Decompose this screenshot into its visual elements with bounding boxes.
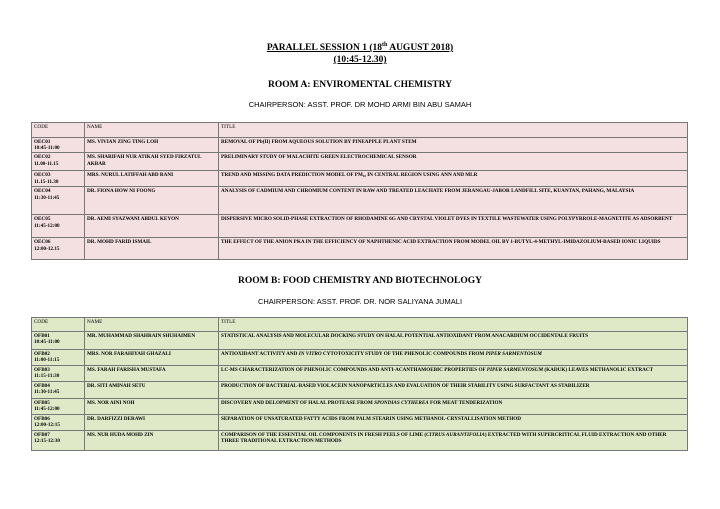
paper-code: OFB01: [34, 333, 50, 339]
code-cell: [32, 187, 85, 215]
presenter-name: MR. MUHAMMAD SHAHRAIN SHUHAIMEN: [85, 332, 219, 350]
table-header-row: [32, 123, 688, 138]
presenter-name: MRS. NOR FARAHIYAH GHAZALI: [85, 350, 219, 366]
paper-title: DISPERSIVE MICRO SOLID-PHASE EXTRACTION OF RHODAMINE 6G AND CRYSTAL VIOLET DYES IN TEXTILE WASTEWATER USING POLYPYRROLE-MAGNETITE AS ADSORBENT: [219, 215, 688, 238]
column-header: NAME: [85, 318, 219, 332]
paper-time: 11:30-11:45: [34, 194, 60, 201]
paper-code: OEC03: [34, 172, 51, 179]
column-header: TITLE: [219, 123, 688, 138]
presenter-name: MRS. NURUL LATIFFAH ABD RANI: [85, 171, 219, 187]
room-b-table: [31, 317, 688, 451]
paper-time: 11:30-11:45: [34, 389, 60, 396]
paper-time: 11.00-11.15: [34, 160, 59, 167]
paper-title: [219, 366, 688, 382]
session-time: (10:45-12.30): [333, 55, 387, 65]
title-part: CITRUS AURANTIFOLIA: [426, 432, 485, 438]
presenter-name: DR. AEMI SYAZWANI ABDUL KEYON: [85, 215, 219, 238]
presenter-name: MS. FARAH FARISHA MUSTAFA: [85, 366, 219, 382]
title-part: FOR MEAT TENDERIZATION: [428, 400, 503, 406]
presenter-name: DR. SITI AMINAH SETU: [85, 382, 219, 399]
paper-code: OFB04: [34, 383, 50, 389]
paper-time: 11.15-11.30: [34, 178, 59, 185]
session-title-prefix: PARALLEL SESSION 1 (18: [266, 43, 383, 53]
paper-title: [219, 431, 688, 451]
paper-time: 10:45-11:00: [34, 145, 60, 152]
table-row: [32, 366, 688, 382]
paper-code: OEC01: [34, 139, 51, 145]
paper-time: 11:45-12:00: [34, 406, 60, 413]
title-part: CYTOTOXICITY STUDY OF THE PHENOLIC COMPOUNDS FROM: [321, 351, 486, 357]
table-row: [32, 415, 688, 431]
table-header-row: [32, 318, 688, 332]
room-a-table: [31, 122, 688, 260]
paper-title: PRODUCTION OF BACTERIAL-BASED VIOLACEIN NANOPARTICLES AND EVALUATION OF THEIR STABILITY USING SURFACTANT AS STABILIZER: [219, 382, 688, 399]
code-cell: [32, 138, 85, 153]
paper-time: 12:00-12.15: [34, 245, 60, 252]
session-title: [0, 43, 720, 54]
paper-time: 11:15-11:30: [34, 373, 60, 380]
paper-title: [219, 350, 688, 366]
room-a-chairperson: CHAIRPERSON: ASST. PROF. DR MOHD ARMI BIN ABU SAMAH: [248, 100, 472, 109]
paper-code: OFB06: [34, 416, 50, 422]
paper-code: OFB05: [34, 400, 50, 406]
paper-code: OEC06: [34, 239, 51, 246]
table-row: [32, 399, 688, 415]
paper-time: 12:00-12:15: [34, 422, 60, 429]
table-row: [32, 350, 688, 366]
presenter-name: DR. DARFIZZI DERAWI: [85, 415, 219, 431]
paper-title: [219, 399, 688, 415]
paper-title: TREND AND MISSING DATA PREDICTION MODEL OF PM₁₀ IN CENTRAL REGION USING ANN AND MLR: [219, 171, 688, 187]
title-part: LC-MS CHARACTERIZATION OF PHENOLIC COMPOUNDS AND ANTI-ACANTHAMOEBIC PROPERTIES OF: [221, 367, 487, 373]
code-cell: [32, 171, 85, 187]
presenter-name: MS. SHARIFAH NUR ATIKAH SYED FIRZATUL AKBAR: [85, 153, 219, 171]
code-cell: [32, 382, 85, 399]
title-part: COMPARISON OF THE ESSENTIAL OIL COMPONENTS IN FRESH PEELS OF LIME (: [221, 432, 427, 438]
code-cell: [32, 366, 85, 382]
paper-title: PRELIMINARY STUDY OF MALACHITE GREEN ELECTROCHEMICAL SENSOR: [219, 153, 688, 171]
paper-title: REMOVAL OF Pb(II) FROM AQUEOUS SOLUTION BY PINEAPPLE PLANT STEM: [219, 138, 688, 153]
paper-time: 12:15-12:30: [34, 438, 60, 445]
table-row: [32, 382, 688, 399]
paper-time: 11:45-12:00: [34, 222, 60, 229]
title-part: (KADUK) LEAVES METHANOLIC EXTRACT: [543, 367, 654, 373]
code-cell: [32, 431, 85, 451]
code-cell: [32, 153, 85, 171]
table-row: [32, 138, 688, 153]
room-b-chairperson: CHAIRPERSON: ASST. PROF. DR. NOR SALIYANA JUMALI: [257, 297, 463, 306]
column-header: CODE: [32, 318, 85, 332]
presenter-name: DR. FIONA HOW NI FOONG: [85, 187, 219, 215]
title-part: SPONDIAS CYTHEREA: [374, 400, 429, 406]
column-header: CODE: [32, 123, 85, 138]
code-cell: [32, 238, 85, 260]
paper-time: 10:45-11:00: [34, 339, 60, 346]
title-part: PIPER SARMENTOSUM: [486, 367, 544, 373]
title-part: DISCOVERY AND DELOPMENT OF HALAL PROTEASE FROM: [221, 400, 375, 406]
table-row: [32, 215, 688, 238]
paper-code: OEC02: [34, 154, 51, 161]
code-cell: [32, 399, 85, 415]
title-part: ) EXTRACTED WITH SUPERCRITICAL FLUID EXTRACTION AND OTHER THREE TRADITIONAL EXTRACTION METHODS: [221, 432, 667, 445]
code-cell: [32, 332, 85, 350]
paper-title: ANALYSIS OF CADMIUM AND CHROMIUM CONTENT IN RAW AND TREATED LEACHATE FROM JERANGAU-JABOR LANDFILL SITE, KUANTAN, PAHANG, MALAYSIA: [219, 187, 688, 215]
paper-code: OEC05: [34, 216, 51, 223]
presenter-name: MS. NUR HUDA MOHD ZIN: [85, 431, 219, 451]
title-part: PIPER SARMENTOSUM: [485, 351, 542, 357]
table-row: [32, 431, 688, 451]
code-cell: [32, 415, 85, 431]
title-part: ANTIOXIDANT ACTIVITY AND: [221, 351, 299, 357]
paper-code: OFB07: [34, 432, 50, 438]
paper-code: OFB03: [34, 367, 50, 373]
paper-code: OEC04: [34, 188, 51, 195]
table-row: [32, 332, 688, 350]
code-cell: [32, 350, 85, 366]
column-header: NAME: [85, 123, 219, 138]
room-b-title: ROOM B: FOOD CHEMISTRY AND BIOTECHNOLOGY: [238, 276, 482, 286]
presenter-name: MS. VIVIAN ZING TING LOH: [85, 138, 219, 153]
paper-title: SEPARATION OF UNSATURATED FATTY ACIDS FROM PALM STEARIN USING METHANOL-CRYSTALLISATION METHOD: [219, 415, 688, 431]
column-header: TITLE: [219, 318, 688, 332]
session-title-suffix: AUGUST 2018): [387, 43, 454, 53]
title-part: IN VITRO: [298, 351, 322, 357]
paper-title: STATISTICAL ANALYSIS AND MOLECULAR DOCKING STUDY ON HALAL POTENTIAL ANTIOXIDANT FROM ANACARDIUM OCCIDENTALE FRUITS: [219, 332, 688, 350]
room-a-title: ROOM A: ENVIROMENTAL CHEMISTRY: [268, 80, 452, 90]
table-row: [32, 187, 688, 215]
paper-title: THE EFFECT OF THE ANION PKA IN THE EFFICIENCY OF NAPHTHENIC ACID EXTRACTION FROM MODEL OIL BY 1-BUTYL-4-METHYL-IMIDAZOLIUM-BASED IONIC LIQUIDS: [219, 238, 688, 260]
table-row: [32, 238, 688, 260]
session-title-sup: th: [382, 41, 388, 48]
paper-time: 11:00-11:15: [34, 357, 60, 364]
table-row: [32, 171, 688, 187]
code-cell: [32, 215, 85, 238]
paper-code: OFB02: [34, 351, 50, 357]
presenter-name: MS. NOR AINI NOH: [85, 399, 219, 415]
presenter-name: DR. MOHD FARID ISMAIL: [85, 238, 219, 260]
table-row: [32, 153, 688, 171]
